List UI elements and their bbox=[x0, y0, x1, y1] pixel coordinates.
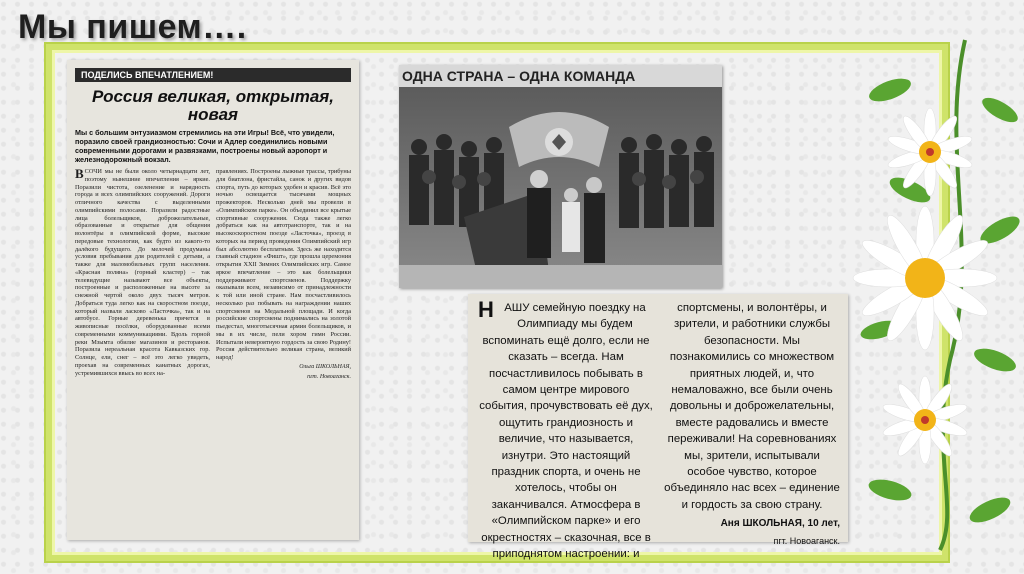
article-headline: Россия великая, открытая, новая bbox=[91, 87, 335, 124]
article-column-2 bbox=[216, 168, 351, 381]
daisy-small-bottom bbox=[881, 376, 968, 464]
column-2-text: правлениях. Построены лыжные трассы, трибуны для биатлона, фристайла, санок и других видов спорта, путь до которых удобен и красив. Всё это ночью освещается тысячами мощных прожекторов. Несколько дней мы провели в «Олимпийском парке». Он объединил все крытые спортивные сооружения. Сюда также легко добраться как на автотранспорте, так и на высокоскоростном поезде «Ласточка», проезд в которых на период проведения Олимпийский игр был абсолютно бесплатным. Здесь же находится главный стадион «Фишт», где прошла церемония открытия XXII Зимних Олимпийских игр. Самое яркое впечатление – это как болельщики поддерживают спортсменов. Поддержку оказывали всем, независимо от принадлежности к той или иной стране. Нам посчастливилось несколько раз побывать на награждении наших спортсменов на Медальной площади. И когда российские спортсмены поднимались на золотой пьедестал, многотысячная армия болельщиков, и мы в их числе, пели хором гимн России. Испытали невероятную гордость за свою Родину! Россия действительно великая страна, великий народ! bbox=[216, 168, 351, 361]
column-1-text: СОЧИ мы не были около четырнадцати лет, поэтому нынешние впечатления – яркие. Поразили чистота, озеленение и нарядность города и всех олимпийских сооружений. Дороги отличного качества с выделенными олимпийскими полосами. Поразили радостные лица болельщиков, доброжелательные, образованные и открытые для общения волонтёры в олимпийской форме, высокие передовые технологии, как будто из какого-то далёкого будущего. До мелочей продуманы условия пребывания для родителей с детьми, а также для маломобильных групп населения. «Красная поляна» (горный кластер) – так телевидущие называют все объекты, построенные и расположенные на высоте за снежной чертой около двух тысяч метров. Добраться туда легко как на скоростном поезде, который назвали ласково «Ласточка», так и на автобусе. Горные деревенька прячется в живописные посёлки, оборудованные всеми современными коммуникациями. Вдоль горной реки Мзымта обилие магазинов и ресторанов. Поразила нереальная красота Кавказских гор. Солнце, ели, снег – всё это легко увидеть, проехав на современных канатных дорогах, устремившихся ввысь во всех на- bbox=[75, 168, 210, 377]
author-place: пгт. Новоаганск. bbox=[773, 535, 840, 546]
article-column-1 bbox=[75, 168, 210, 381]
clipping-2-column-2 bbox=[664, 300, 840, 563]
article-columns bbox=[75, 168, 351, 381]
crowd-photo-illustration bbox=[399, 87, 722, 288]
author-place: пгт. Новоаганск. bbox=[307, 373, 351, 380]
slide-title: Мы пишем…. bbox=[18, 8, 247, 46]
author-signature: Ольга ШКОЛЬНАЯ, bbox=[299, 363, 351, 370]
column-2-text: спортсмены, и волонтёры, и зрители, и работники службы безопасности. Мы познакомились со множеством приятных людей, и, что немаловажно, все были очень довольны и доброжелательны, вместе радовались и вместе переживали! На соревнованиях мы, зрители, испытывали особое чувство, которое объединяло нас всех – единение и гордость за свою страну. bbox=[664, 302, 840, 511]
newspaper-clipping-1 bbox=[67, 60, 359, 540]
author-signature: Аня ШКОЛЬНАЯ, 10 лет, bbox=[720, 518, 840, 530]
photo-banner: ОДНА СТРАНА – ОДНА КОМАНДА bbox=[399, 65, 722, 87]
column-1-text: АШУ семейную поездку на Олимпиаду мы будем вспоминать ещё долго, если не сказать – всегда. Нам посчастливилось побывать в самом центре мирового события, прочувствовать её дух, ощутить грандиозность и величие, что называется, изнутри. Это настоящий праздник спорта, и очень не хотелось, чтобы он заканчивался. Атмосфера в «Олимпийском парке» и его окрестностях – сказочная, все в приподнятом настроении: и bbox=[479, 302, 653, 561]
rubric-label: ПОДЕЛИСЬ ВПЕЧАТЛЕНИЕМ! bbox=[75, 68, 351, 82]
article-lead: Мы с большим энтузиазмом стремились на эти Игры! Всё, что увидели, поразило своей грандиозностью: Сочи и Адлер соединились новыми современными дорогами и развязками, построены новый аэропорт и железнодорожный вокзал. bbox=[75, 128, 335, 164]
newspaper-clipping-2 bbox=[468, 294, 848, 561]
fans-photo bbox=[399, 65, 722, 288]
drop-cap: В bbox=[75, 166, 84, 181]
drop-cap: Н bbox=[478, 297, 494, 322]
daisy-vine-decoration bbox=[850, 30, 1024, 550]
clipping-2-column-1 bbox=[478, 297, 654, 563]
